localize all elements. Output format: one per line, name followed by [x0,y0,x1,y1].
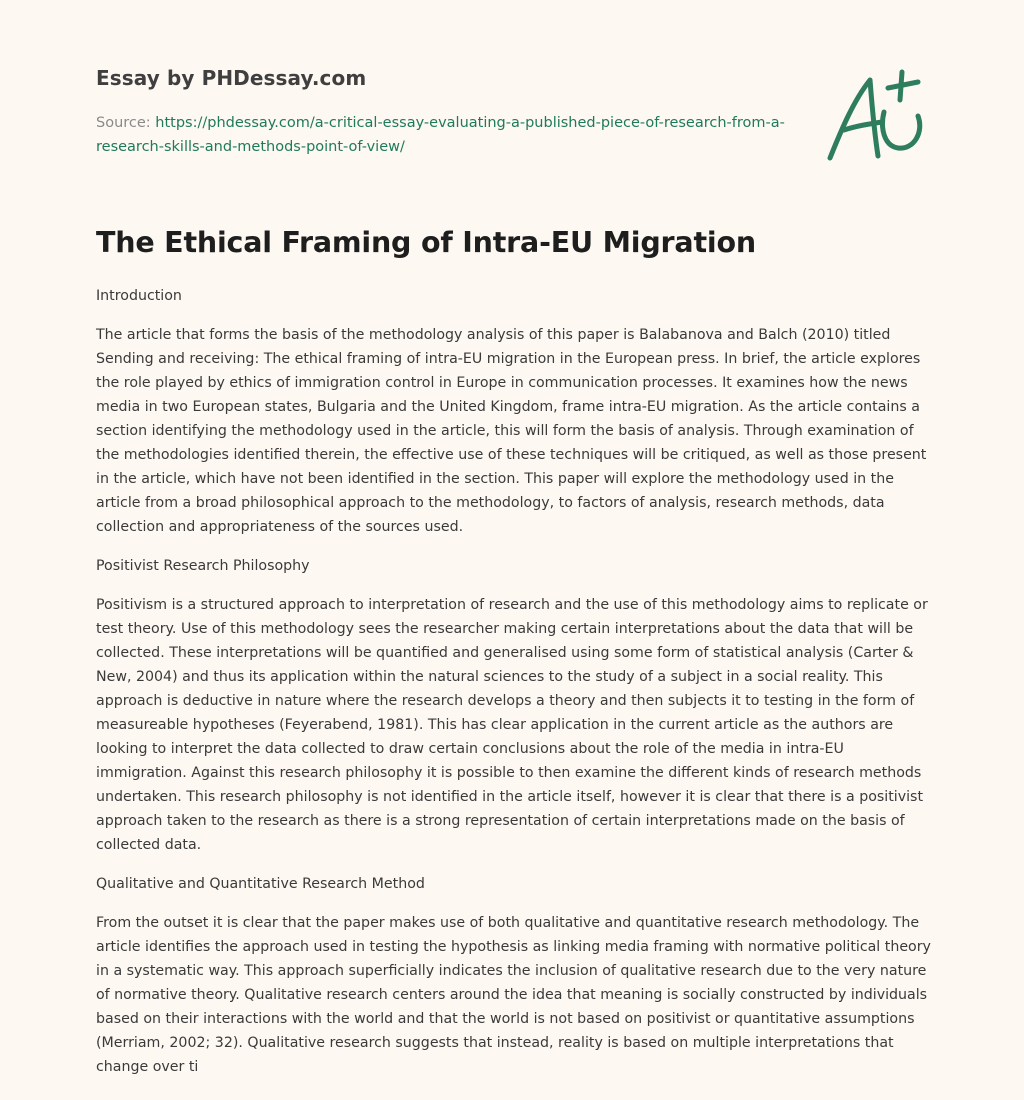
essay-title: The Ethical Framing of Intra-EU Migration [96,226,756,259]
source-link[interactable]: https://phdessay.com/a-critical-essay-evaluating-a-published-piece-of-research-from-a-research-skills-and-methods-point-of-view/ [96,115,785,155]
section-paragraph-introduction: The article that forms the basis of the methodology analysis of this paper is Balabanova and Balch (2010) titled Sending and receiving: The ethical framing of intra-EU migration in the European press. In brief, the article explores the role played by ethics of immigration control in Europe in communication processes. It examines how the news media in two European states, Bulgaria and the United Kingdom, frame intra-EU migration. As the article contains a section identifying the methodology used in the article, this will form the basis of analysis. Through examination of the methodologies identified therein, the effective use of these techniques will be critiqued, as well as those present in the article, which have not been identified in the section. This paper will explore the methodology used in the article from a broad philosophical approach to the methodology, to factors of analysis, research methods, data collection and appropriateness of the sources used. [96,327,927,535]
section-heading-qual-quant: Qualitative and Quantitative Research Method [96,876,425,892]
section-paragraph-qual-quant: From the outset it is clear that the paper makes use of both qualitative and quantitative research methodology. The article identifies the approach used in testing the hypothesis as linking media framing with normative political theory in a systematic way. This approach superficially indicates the inclusion of qualitative research due to the very nature of normative theory. Qualitative research centers around the idea that meaning is socially constructed by individuals based on their interactions with the world and that the world is not based on positivist or quantitative assumptions (Merriam, 2002; 32). Qualitative research suggests that instead, reality is based on multiple interpretations that change over ti [96,915,931,1075]
section-heading-positivist: Positivist Research Philosophy [96,558,310,574]
essay-body [96,284,934,1094]
section-paragraph-positivist: Positivism is a structured approach to interpretation of research and the use of this methodology aims to replicate or test theory. Use of this methodology sees the researcher making certain interpretations about the data that will be collected. These interpretations will be quantified and generalised using some form of statistical analysis (Carter & New, 2004) and thus its application within the natural sciences to the study of a subject in a social reality. This approach is deductive in nature where the research develops a theory and then subjects it to testing in the form of measureable hypotheses (Feyerabend, 1981). This has clear application in the current article as the authors are looking to interpret the data collected to draw certain conclusions about the role of the media in intra-EU immigration. Against this research philosophy it is possible to then examine the different kinds of research methods undertaken. This research philosophy is not identified in the article itself, however it is clear that there is a positivist approach taken to the research as there is a strong representation of certain interpretations made on the basis of collected data. [96,597,928,853]
a-plus-grade-icon [820,66,930,166]
site-title: Essay by PHDessay.com [96,66,367,90]
source-label: Source: [96,115,156,131]
section-heading-introduction: Introduction [96,288,182,304]
source-line [96,111,786,159]
